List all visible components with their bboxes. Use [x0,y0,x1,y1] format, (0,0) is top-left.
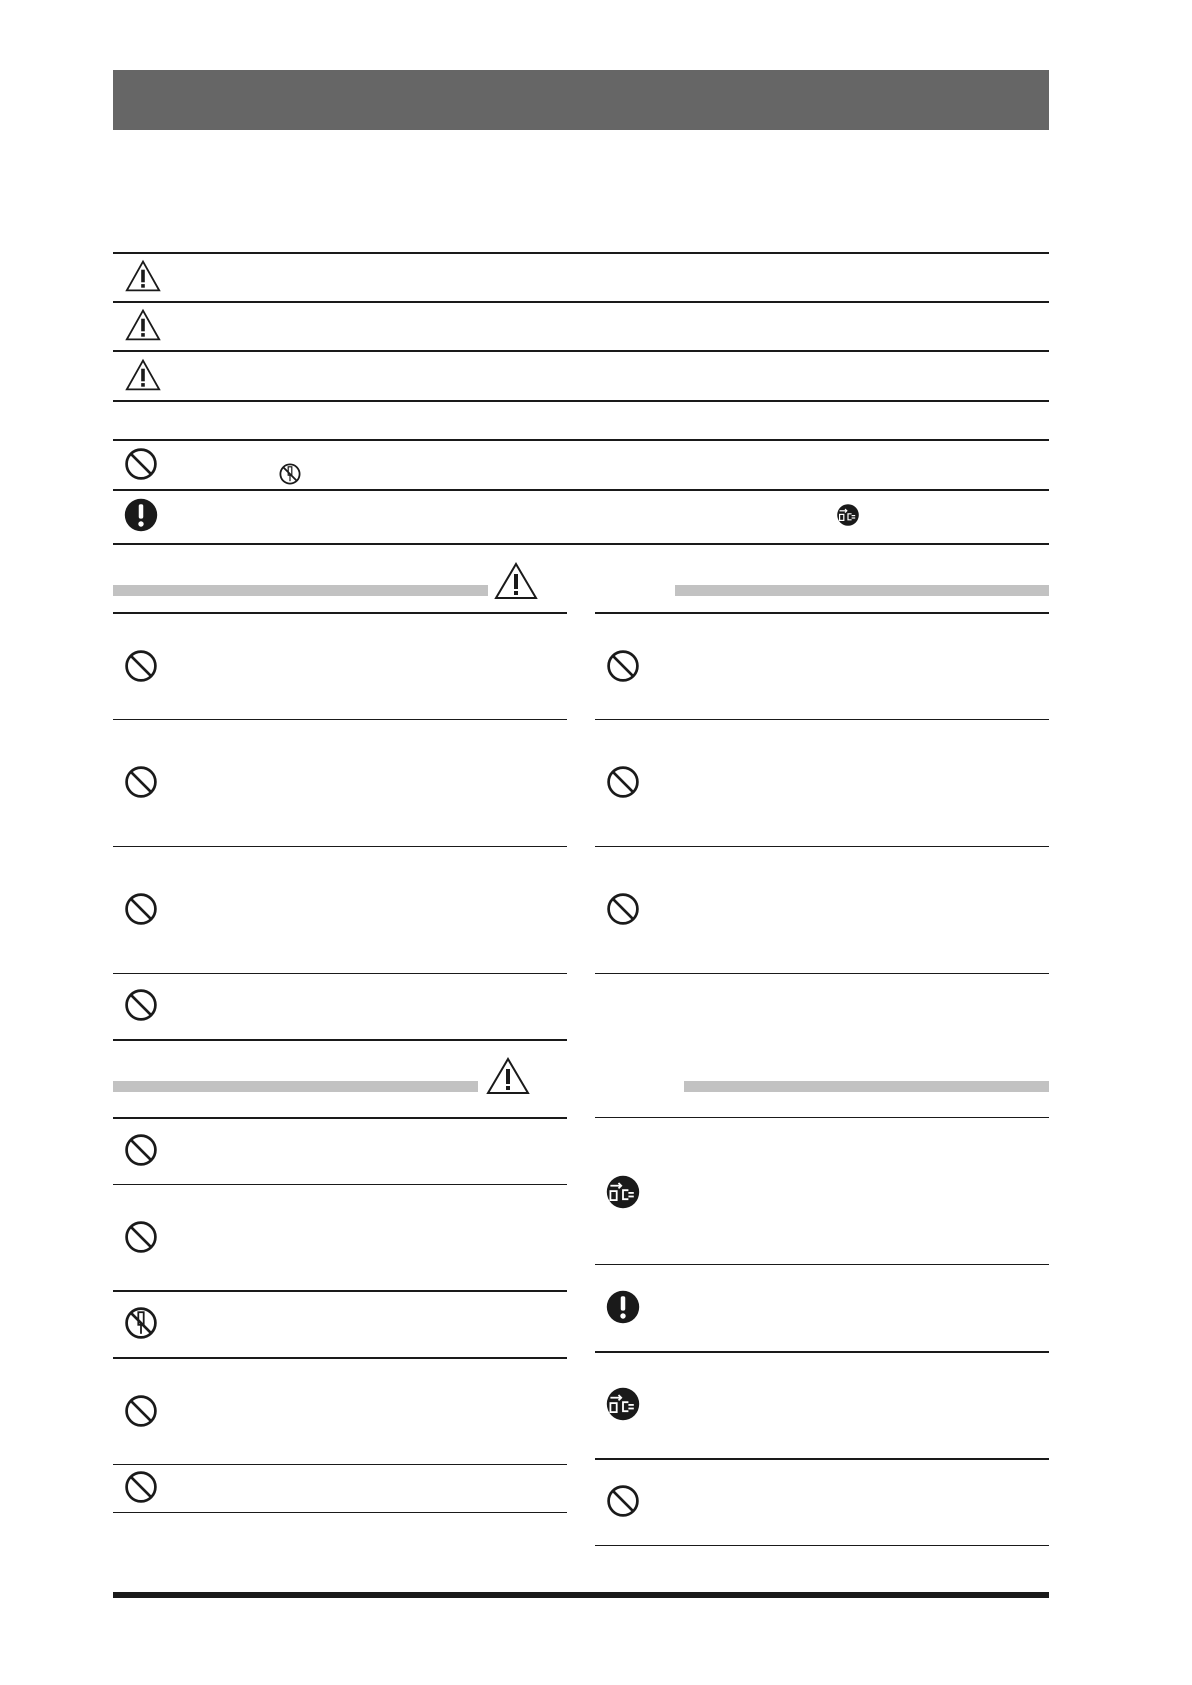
item-divider [113,846,567,847]
item-divider [113,1464,567,1465]
prohibited-circle-icon [605,1483,641,1519]
unplug-icon [605,1386,641,1422]
section-bar [684,1081,1049,1092]
item-divider [595,1351,1049,1353]
no-disassembly-icon [123,1305,159,1341]
section-rule [595,973,1049,974]
warning-triangle-icon [494,562,538,600]
legend-rule [113,489,1049,491]
item-divider [113,973,567,974]
item-divider [113,1290,567,1292]
section-rule [113,1117,567,1119]
section-rule [595,1117,1049,1118]
prohibited-circle-icon [123,648,159,684]
legend-rule [113,400,1049,402]
prohibited-circle-icon [123,1469,159,1505]
warning-triangle-icon [486,1057,530,1095]
warning-triangle-icon [125,357,161,393]
no-disassembly-icon [278,462,302,486]
page-header-bar [113,70,1049,130]
section-bar [113,1081,478,1092]
prohibited-circle-icon [605,648,641,684]
prohibited-circle-icon [123,891,159,927]
section-rule [113,1039,567,1041]
prohibited-circle-icon [123,1219,159,1255]
prohibited-circle-icon [605,891,641,927]
exclamation-circle-icon [123,497,159,533]
prohibited-circle-icon [605,764,641,800]
warning-triangle-icon [125,307,161,343]
legend-rule [113,301,1049,303]
legend-rule [113,543,1049,545]
section-bar [675,585,1049,596]
item-divider [113,719,567,720]
legend-rule [113,439,1049,441]
item-divider [595,719,1049,720]
legend-rule [113,350,1049,352]
section-bar [113,585,488,596]
prohibited-circle-icon [123,446,159,482]
prohibited-circle-icon [123,764,159,800]
unplug-icon [605,1174,641,1210]
warning-triangle-icon [125,258,161,294]
section-rule [595,1545,1049,1546]
prohibited-circle-icon [123,1132,159,1168]
prohibited-circle-icon [123,987,159,1023]
item-divider [595,1264,1049,1265]
item-divider [113,1357,567,1359]
unplug-icon [836,503,860,527]
item-divider [595,846,1049,847]
section-rule [113,1512,567,1513]
legend-rule [113,252,1049,254]
item-divider [595,1458,1049,1460]
prohibited-circle-icon [123,1393,159,1429]
item-divider [113,1184,567,1185]
section-rule [113,612,567,614]
section-rule [595,612,1049,614]
page-footer-rule [113,1592,1049,1598]
exclamation-circle-icon [605,1289,641,1325]
